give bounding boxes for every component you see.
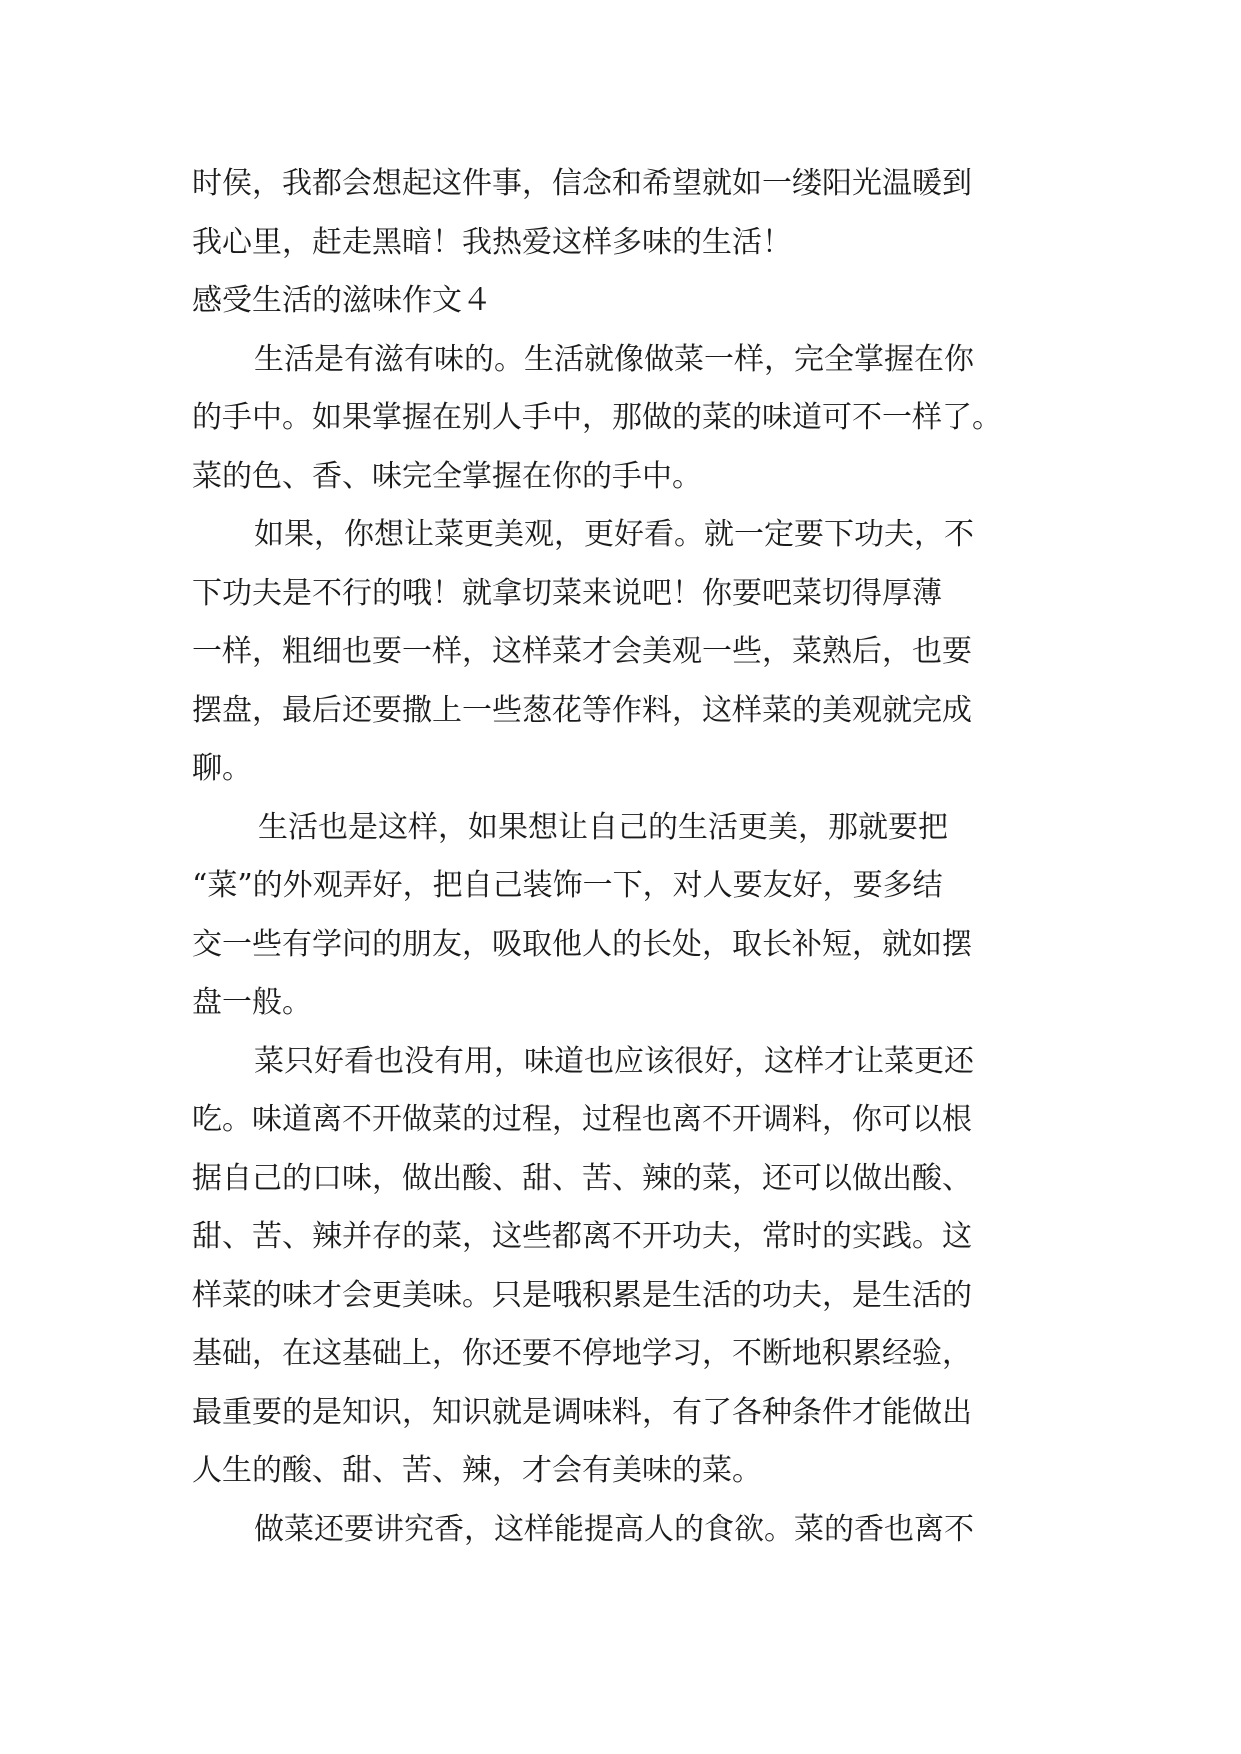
text-line: 的手中。如果掌握在别人手中，那做的菜的味道可不一样了。 [192, 400, 1002, 435]
text-line: 基础，在这基础上，你还要不停地学习，不断地积累经验， [192, 1336, 972, 1371]
text-line: 甜、苦、辣并存的菜，这些都离不开功夫，常时的实践。这 [192, 1219, 972, 1254]
text-line: 最重要的是知识，知识就是调味料，有了各种条件才能做出 [192, 1395, 972, 1430]
text-line: 菜只好看也没有用，味道也应该很好，这样才让菜更还 [254, 1044, 974, 1079]
text-line: 时侯，我都会想起这件事，信念和希望就如一缕阳光温暖到 [192, 166, 972, 201]
text-line: 菜的色、香、味完全掌握在你的手中。 [192, 459, 702, 494]
text-line: 生活是有滋有味的。生活就像做菜一样，完全掌握在你 [254, 342, 974, 377]
text-line: 一样，粗细也要一样，这样菜才会美观一些，菜熟后，也要 [192, 634, 972, 669]
text-line: 做菜还要讲究香，这样能提高人的食欲。菜的香也离不 [254, 1512, 974, 1547]
text-line: 盘一般。 [192, 985, 312, 1020]
text-line: 交一些有学问的朋友，吸取他人的长处，取长补短，就如摆 [192, 927, 972, 962]
text-line: 我心里，赶走黑暗！我热爱这样多味的生活！ [192, 225, 792, 260]
text-line: 如果，你想让菜更美观，更好看。就一定要下功夫，不 [254, 517, 974, 552]
text-line: 聊。 [192, 751, 252, 786]
text-line: 样菜的味才会更美味。只是哦积累是生活的功夫，是生活的 [192, 1278, 972, 1313]
text-line: 生活也是这样，如果想让自己的生活更美，那就要把 [258, 810, 948, 845]
text-line: 下功夫是不行的哦！就拿切菜来说吧！你要吧菜切得厚薄 [192, 576, 942, 611]
text-line: 人生的酸、甜、苦、辣，才会有美味的菜。 [192, 1453, 762, 1488]
text-line: 据自己的口味，做出酸、甜、苦、辣的菜，还可以做出酸、 [192, 1161, 972, 1196]
text-line: “菜”的外观弄好，把自己装饰一下，对人要友好，要多结 [192, 868, 943, 903]
essay-title: 感受生活的滋味作文４ [192, 283, 492, 318]
text-line: 摆盘，最后还要撒上一些葱花等作料，这样菜的美观就完成 [192, 693, 972, 728]
text-line: 吃。味道离不开做菜的过程，过程也离不开调料，你可以根 [192, 1102, 972, 1137]
